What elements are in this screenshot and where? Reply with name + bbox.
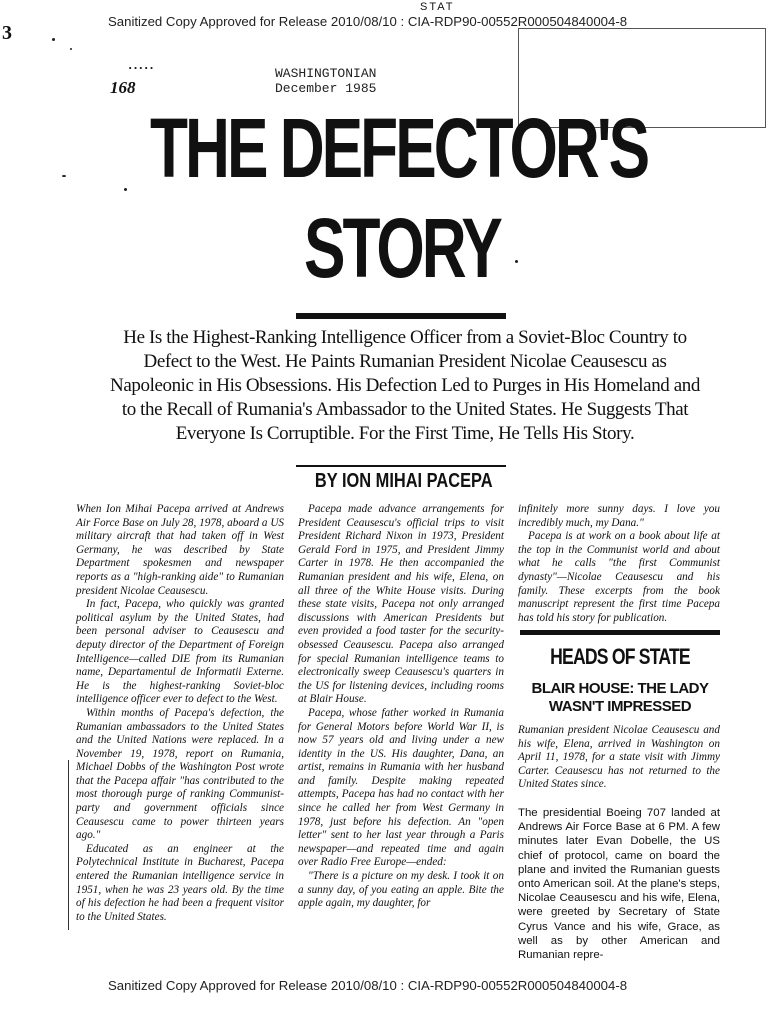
headline-line-1: THE DEFECTOR'S xyxy=(150,101,648,195)
margin-line xyxy=(68,760,69,930)
paragraph: In fact, Pacepa, who quickly was granted political asylum by the United States, had been personal adviser to Ceausescu and deputy director of the Department of Foreign Intelligence—called DIE from its Rumanian name, Departamentul de Informatii Externe. He is the highest-ranking Soviet-bloc intelligence officer ever to defect to the West. xyxy=(76,598,284,706)
paragraph: Pacepa made advance arrangements for President Ceausescu's official trips to visit President Richard Nixon in 1973, President Gerald Ford in 1975, and President Jimmy Carter in 1978. He then accompanied the Rumanian president and his wife, Elena, on all three of the White House visits. During these state visits, Pacepa not only arranged discussions with American Presidents but even provided a food taster for the security-obsessed Ceausescu. Pacepa also arranged for special Rumanian intelligence teams to electronically sweep Ceausescu's quarters in the US for listening devices, including rooms at Blair House. xyxy=(298,503,504,706)
paragraph: "There is a picture on my desk. I took it on a sunny day, of you eating an apple. Bite the apple again, my daughter, for xyxy=(298,870,504,910)
article-deck: He Is the Highest-Ranking Intelligence Officer from a Soviet-Bloc Country to Defect to the West. He Paints Rumanian President Nicolae Ceausescu as Napoleonic in His Obsessions. His Defection Led to Purges in His Homeland and to the Recall of Rumania's Ambassador to the United States. He Suggests That Everyone Is Corruptible. For the First Time, He Tells His Story. xyxy=(110,327,700,444)
article-column-1 xyxy=(76,503,284,924)
stat-mark: STAT xyxy=(420,1,455,13)
headline-line-2: STORY xyxy=(304,201,500,295)
title-divider xyxy=(296,313,506,319)
scan-speck xyxy=(70,48,72,50)
handwritten-code-top: ····· xyxy=(128,60,155,75)
issue-date: December 1985 xyxy=(275,81,377,96)
byline: BY ION MIHAI PACEPA xyxy=(314,470,493,492)
article-column-2 xyxy=(298,503,504,911)
article-column-3 xyxy=(518,503,720,625)
paragraph: Pacepa, whose father worked in Rumania for General Motors before World War II, is now 57 years old and living under a new identity in the US. His daughter, Dana, an artist, remains in Rumania with her husband and family. Despite making repeated attempts, Pacepa has had no contact with her since he called her from West Germany in 1978, just before his defection. An "open letter" sent to her last year through a Paris newspaper—and repeated time and again over Radio Free Europe—ended: xyxy=(298,706,504,869)
sidebar-intro: Rumanian president Nicolae Ceausescu and his wife, Elena, arrived in Washington on April 11, 1978, for a state visit with Jimmy Carter. Ceausescu has not returned to the United States since. xyxy=(518,724,720,791)
paragraph: Pacepa is at work on a book about life at the top in the Communist world and about what he calls "the first Communist dynasty"—Nicolae Ceausescu and his family. These excerpts from the book manuscript represent the first time Pacepa has told his story for publication. xyxy=(518,530,720,624)
sidebar-heading: HEADS OF STATE xyxy=(550,644,690,669)
scan-speck xyxy=(124,188,127,191)
scan-speck xyxy=(52,38,55,41)
byline-divider xyxy=(296,465,506,467)
paragraph: infinitely more sunny days. I love you incredibly much, my Dana." xyxy=(518,503,720,529)
sidebar-divider xyxy=(520,630,720,635)
publication-name: WASHINGTONIAN xyxy=(275,66,377,81)
paragraph: Educated as an engineer at the Polytechnical Institute in Bucharest, Pacepa entered the Rumanian intelligence service in 1951, when he was 23 years old. By the time of his defection he had been a frequent visitor to the United States. xyxy=(76,842,284,923)
scan-speck xyxy=(62,175,66,177)
paragraph: Within months of Pacepa's defection, the Rumanian ambassadors to the United States and the United Nations were replaced. In a November 19, 1978, report on Rumania, Michael Dobbs of the Washington Post wrote that the Pacepa affair "has contributed to the most thorough purge of ranking Communist-party and government officials since Ceausescu came to power thirteen years ago." xyxy=(76,706,284,842)
paragraph: When Ion Mihai Pacepa arrived at Andrews Air Force Base on July 28, 1978, aboard a US military aircraft that had taken off in West Germany, he was described by State Department spokesmen and newspaper reports as a "high-ranking aide" to Rumanian president Nicolae Ceausescu. xyxy=(76,503,284,597)
sidebar-body: The presidential Boeing 707 landed at Andrews Air Force Base at 6 PM. A few minutes later Evan Dobelle, the US chief of protocol, came on board the plane and invited the Rumanian guests onto American soil. At the plane's steps, Nicolae Ceausescu and his wife, Elena, were greeted by Secretary of State Cyrus Vance and his wife, Grace, as well as by other American and Rumanian repre- xyxy=(518,807,720,962)
release-footer: Sanitized Copy Approved for Release 2010/08/10 : CIA-RDP90-00552R000504840004-8 xyxy=(108,978,628,993)
scan-speck xyxy=(515,260,518,263)
release-header: Sanitized Copy Approved for Release 2010/08/10 : CIA-RDP90-00552R000504840004-8 xyxy=(108,14,628,29)
sidebar-subhead: BLAIR HOUSE: THE LADY WASN'T IMPRESSED xyxy=(531,680,709,715)
page-mark: 3 xyxy=(2,22,12,44)
handwritten-code: 168 xyxy=(110,78,136,97)
publication-info xyxy=(275,66,376,96)
